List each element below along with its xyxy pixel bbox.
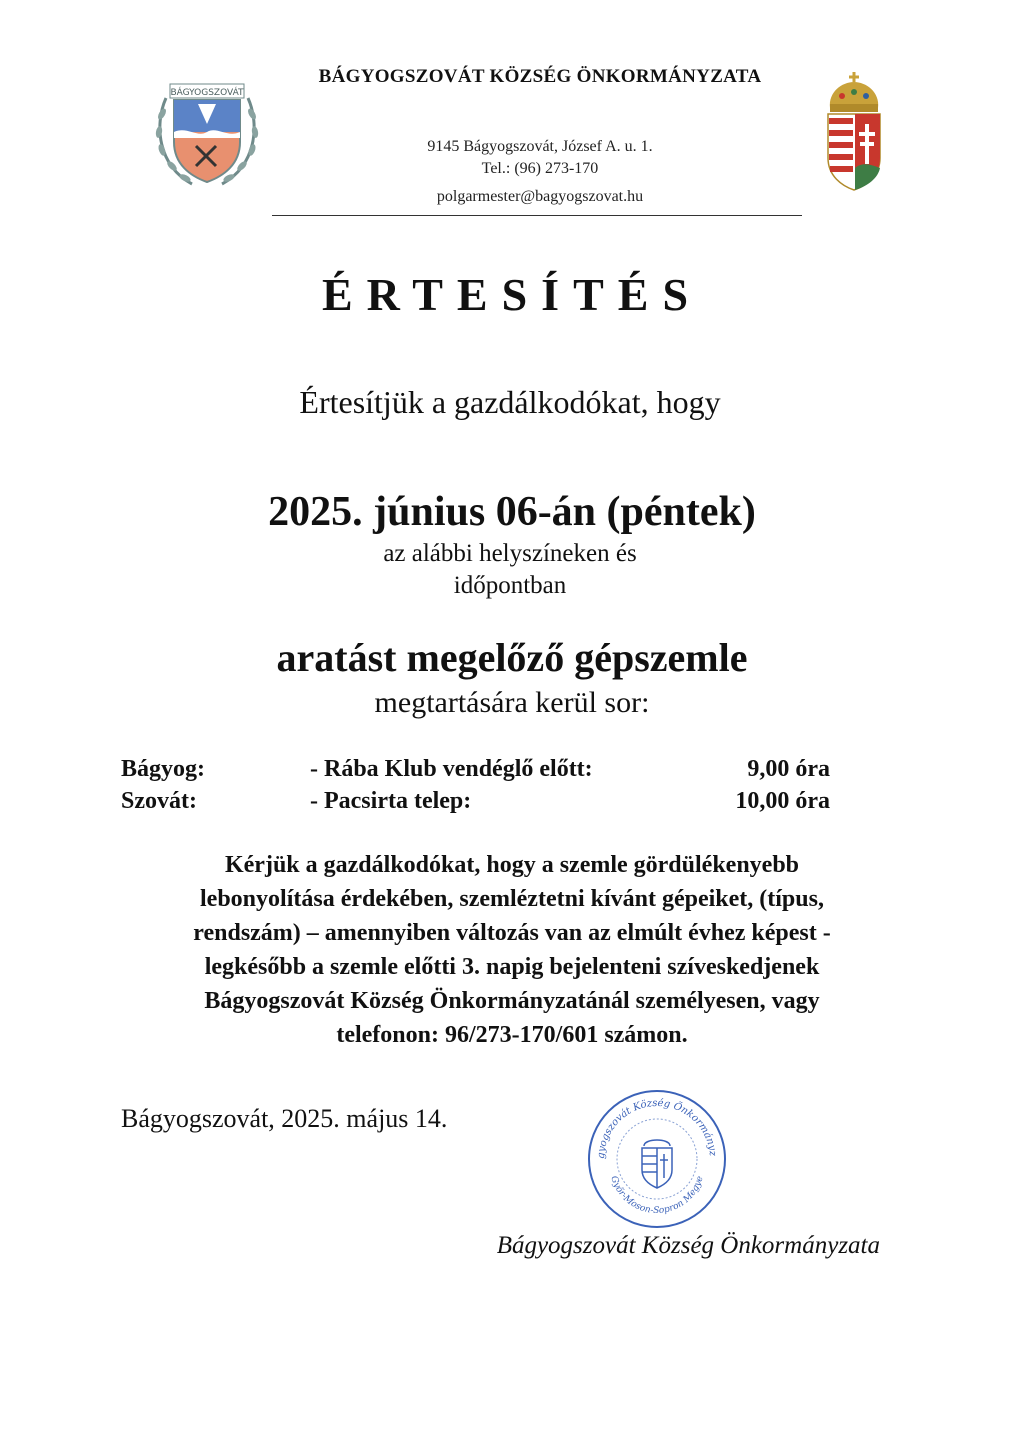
official-stamp <box>582 1084 732 1234</box>
paragraph-line: lebonyolítása érdekében, szemléztetni kívánt gépeiket, (típus, <box>200 886 824 912</box>
stamp-coat-of-arms-icon <box>642 1140 672 1188</box>
phone-line: Tel.: (96) 273-170 <box>481 160 599 177</box>
stamp-text-bottom: Győr-Moson-Sopron Megye <box>608 1174 706 1217</box>
paragraph-line: legkésőbb a szemle előtti 3. napig bejelenteni szíveskedjenek <box>204 954 820 980</box>
schedule-location: - Pacsirta telep: <box>310 788 472 814</box>
address-line: 9145 Bágyogszovát, József A. u. 1. <box>427 138 653 155</box>
org-name: BÁGYOGSZOVÁT KÖZSÉG ÖNKORMÁNYZATA <box>318 66 762 87</box>
schedule-place: Bágyog: <box>121 756 205 782</box>
schedule-location: - Rába Klub vendéglő előtt: <box>310 756 593 782</box>
address-block <box>290 136 790 180</box>
stamp-text-top: gyogszovát Község Önkormányz <box>595 1097 718 1160</box>
event-subtitle: megtartására kerül sor: <box>374 686 650 719</box>
paragraph-line: rendszám) – amennyiben változás van az elmúlt évhez képest - <box>193 920 831 946</box>
event-date: 2025. június 06-án (péntek) <box>268 489 756 535</box>
event-title: aratást megelőző gépszemle <box>276 635 748 680</box>
schedule-time: 10,00 óra <box>735 788 830 814</box>
paragraph-line: telefonon: 96/273-170/601 számon. <box>336 1022 688 1048</box>
schedule-time: 9,00 óra <box>747 756 830 782</box>
intro-text: Értesítjük a gazdálkodókat, hogy <box>299 384 721 420</box>
paragraph-line: Kérjük a gazdálkodókat, hogy a szemle gördülékenyebb <box>224 852 800 878</box>
hungarian-coat-of-arms-icon <box>822 72 886 192</box>
signature-line: Bágyogszovát Község Önkormányzata <box>496 1232 880 1259</box>
paragraph-line: Bágyogszovát Község Önkormányzatánál személyesen, vagy <box>204 988 820 1014</box>
email-line: polgarmester@bagyogszovat.hu <box>436 188 644 205</box>
village-crest-logo <box>152 80 262 192</box>
sub-line-1: az alábbi helyszíneken és <box>383 540 637 567</box>
notice-paragraph <box>130 848 894 1052</box>
place-and-date: Bágyogszovát, 2025. május 14. <box>121 1104 448 1133</box>
crest-banner-text: BÁGYOGSZOVÁT <box>170 88 244 98</box>
sub-line-2: időpontban <box>453 572 567 599</box>
header-divider <box>272 215 802 216</box>
notice-title: ÉRTESÍTÉS <box>321 269 703 320</box>
schedule-place: Szovát: <box>121 788 197 814</box>
